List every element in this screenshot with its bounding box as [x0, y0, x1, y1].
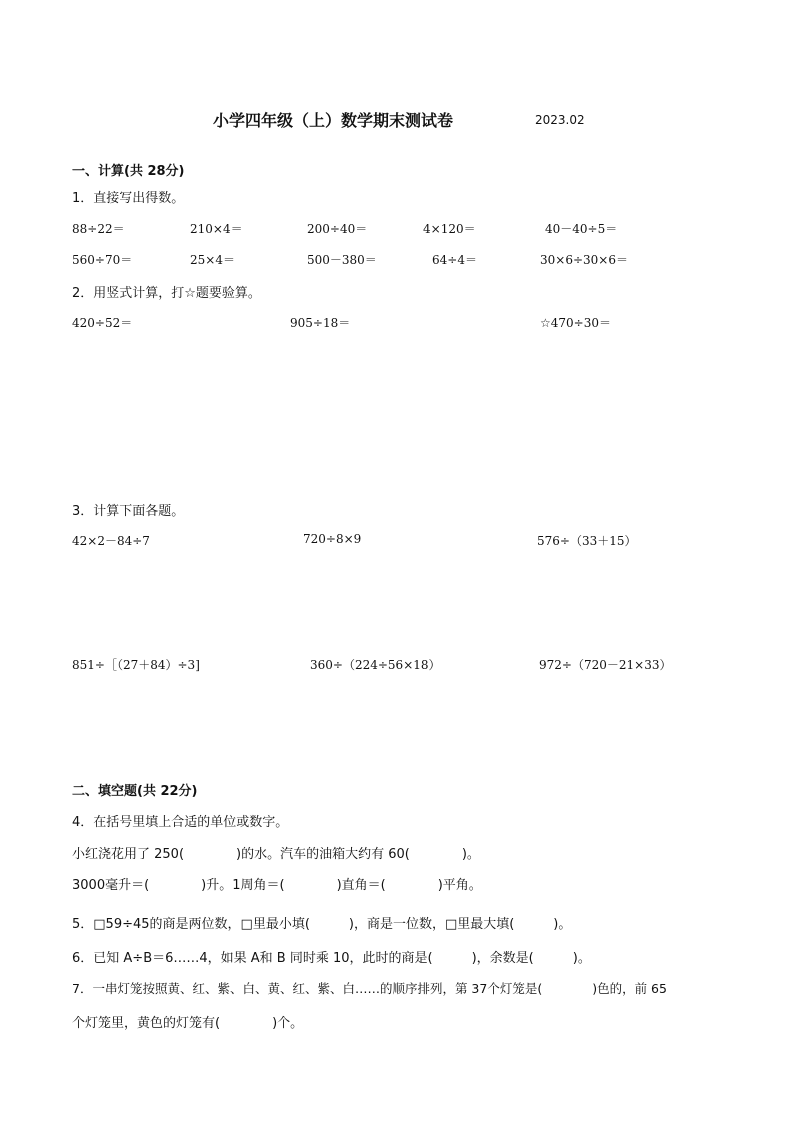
vertical-calc-item: 905÷18＝	[290, 316, 351, 330]
mixed-calc-item: 42×2－84÷7	[72, 534, 150, 548]
calc-item: 500－380＝	[307, 253, 377, 267]
page-title: 小学四年级（上）数学期末测试卷	[213, 111, 454, 130]
exam-date: 2023.02	[535, 113, 585, 127]
question-1-prompt: 1．直接写出得数。	[72, 191, 185, 206]
vertical-calc-item: 420÷52＝	[72, 316, 133, 330]
question-6: 6．已知 A÷B＝6……4，如果 A和 B 同时乘 10，此时的商是( )，余数是( )。	[72, 951, 591, 966]
mixed-calc-item: 720÷8×9	[303, 532, 362, 546]
section-1-heading: 一、计算(共 28分)	[72, 164, 185, 179]
mixed-calc-item: 360÷（224÷56×18）	[310, 658, 441, 672]
calc-item: 560÷70＝	[72, 253, 133, 267]
question-7-line-1: 7．一串灯笼按照黄、红、紫、白、黄、红、紫、白……的顺序排列，第 37个灯笼是( )色的，前 65	[72, 981, 667, 996]
calc-item: 210×4＝	[190, 222, 243, 236]
section-2-heading: 二、填空题(共 22分)	[72, 784, 198, 799]
calc-item: 30×6÷30×6＝	[540, 253, 628, 267]
question-4-line-2: 3000毫升＝( )升。1周角＝( )直角＝( )平角。	[72, 878, 482, 893]
mixed-calc-item: 851÷［（27＋84）÷3]	[72, 658, 200, 672]
calc-item: 25×4＝	[190, 253, 235, 267]
mixed-calc-item: 972÷（720－21×33）	[539, 658, 672, 672]
calc-item: 200÷40＝	[307, 222, 368, 236]
calc-item: 4×120＝	[423, 222, 476, 236]
question-3-prompt: 3．计算下面各题。	[72, 504, 185, 519]
question-4-line-1: 小红浇花用了 250( )的水。汽车的油箱大约有 60( )。	[72, 847, 480, 862]
mixed-calc-item: 576÷（33＋15）	[537, 534, 637, 548]
vertical-calc-item: ☆470÷30＝	[540, 316, 611, 330]
calc-item: 88÷22＝	[72, 222, 125, 236]
question-2-prompt: 2．用竖式计算，打☆题要验算。	[72, 286, 261, 301]
question-4-prompt: 4．在括号里填上合适的单位或数字。	[72, 815, 289, 830]
calc-item: 64÷4＝	[432, 253, 477, 267]
calc-item: 40－40÷5＝	[545, 222, 618, 236]
question-5: 5．□59÷45的商是两位数，□里最小填( )，商是一位数，□里最大填( )。	[72, 917, 572, 932]
question-7-line-2: 个灯笼里，黄色的灯笼有( )个。	[72, 1016, 304, 1031]
